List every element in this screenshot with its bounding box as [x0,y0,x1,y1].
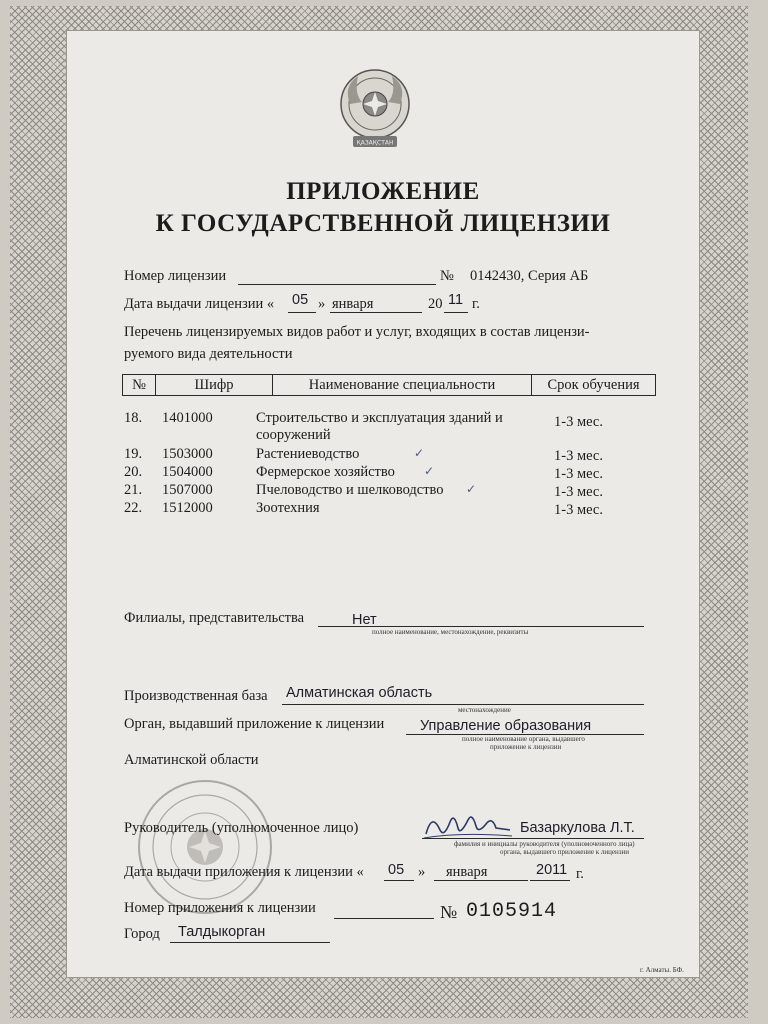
appendix-number-sign: № [440,902,458,922]
city-line [170,942,330,943]
head-label: Руководитель (уполномоченное лицо) [124,820,359,836]
official-stamp-icon [136,778,274,916]
checkmark-icon: ✓ [414,446,425,460]
license-number-sign: № [440,268,454,284]
license-date-year-line [444,312,468,313]
head-caption-1: фамилия и инициалы руководителя (уполномоченного лица) [454,840,635,848]
base-caption: местонахождение [458,706,511,714]
license-number-value: 0142430, Серия АБ [470,268,589,284]
checkmark-icon: ✓ [424,464,435,478]
row-name: Пчеловодство и шелководство [256,482,444,498]
license-date-day-line [288,312,316,313]
license-date-close: » [318,296,326,312]
intro-line-2: руемого вида деятельности [124,346,293,362]
license-number-label: Номер лицензии [124,268,227,284]
branches-caption: полное наименование, местонахождение, реквизиты [372,628,529,636]
printer-imprint: г. Алматы. БФ. [640,966,684,974]
issuer-value: Управление образования [420,718,592,734]
appendix-date-year-line [530,880,570,881]
row-name: Растениеводство [256,446,360,462]
row-number: 18. [124,410,143,426]
issuer-continuation: Алматинской области [124,752,259,768]
base-label: Производственная база [124,688,268,704]
appendix-date-day-line [384,880,414,881]
col-header-number: № [123,375,156,396]
city-label: Город [124,926,160,942]
license-date-day: 05 [292,292,309,308]
license-date-label: Дата выдачи лицензии « [124,296,275,312]
row-name: Зоотехния [256,500,320,516]
license-date-month-line [330,312,422,313]
appendix-number-label: Номер приложения к лицензии [124,900,316,916]
row-term: 1-3 мес. [554,414,603,430]
appendix-number-line [334,918,434,919]
branches-label: Филиалы, представительства [124,610,305,626]
license-date-suffix: г. [472,296,480,312]
checkmark-icon: ✓ [466,482,477,496]
row-code: 1504000 [162,464,213,480]
appendix-number-value: 0105914 [466,900,558,923]
appendix-date-label: Дата выдачи приложения к лицензии « [124,864,364,880]
license-date-year-prefix: 20 [428,296,443,312]
row-term: 1-3 мес. [554,502,603,518]
state-emblem-icon [338,66,412,156]
emblem-caption: ҚАЗАҚСТАН [356,139,394,147]
row-name: Фермерское хозяйство [256,464,395,480]
title-line-1: ПРИЛОЖЕНИЕ [286,178,480,205]
row-term: 1-3 мес. [554,448,603,464]
appendix-date-year: 2011 [536,862,568,878]
row-number: 22. [124,500,143,516]
col-header-code: Шифр [156,375,273,396]
appendix-date-day: 05 [388,862,405,878]
row-term: 1-3 мес. [554,484,603,500]
head-name: Базаркулова Л.Т. [520,820,635,836]
row-name: Строительство и эксплуатация зданий и [256,410,503,426]
page-title [66,176,700,240]
license-number-line [238,284,436,285]
row-code: 1503000 [162,446,213,462]
row-number: 20. [124,464,143,480]
row-code: 1512000 [162,500,213,516]
title-line-2: К ГОСУДАРСТВЕННОЙ ЛИЦЕНЗИИ [155,210,611,237]
appendix-date-close: » [418,864,426,880]
intro-line-1: Перечень лицензируемых видов работ и услуг, входящих в состав лицензи- [124,324,590,340]
issuer-label: Орган, выдавший приложение к лицензии [124,716,385,732]
head-caption-2: органа, выдавшего приложение к лицензии [500,848,630,856]
appendix-date-suffix: г. [576,866,584,882]
issuer-caption-1: полное наименование органа, выдавшего [462,735,585,743]
row-term: 1-3 мес. [554,466,603,482]
col-header-name: Наименование специальности [273,375,532,396]
issuer-caption-2: приложение к лицензии [490,743,562,751]
base-line [282,704,644,705]
branches-value: Нет [352,612,377,628]
city-value: Талдыкорган [178,924,266,940]
head-line [422,838,644,839]
base-value: Алматинская область [286,685,433,701]
row-code: 1507000 [162,482,213,498]
appendix-date-month-line [434,880,528,881]
row-number: 21. [124,482,143,498]
license-date-year: 11 [448,292,464,308]
row-name-continued: сооружений [256,427,331,443]
row-code: 1401000 [162,410,213,426]
row-number: 19. [124,446,143,462]
license-date-month: января [332,296,374,312]
col-header-term: Срок обучения [532,375,656,396]
specialty-table-header [122,374,656,396]
appendix-date-month: января [446,864,488,880]
